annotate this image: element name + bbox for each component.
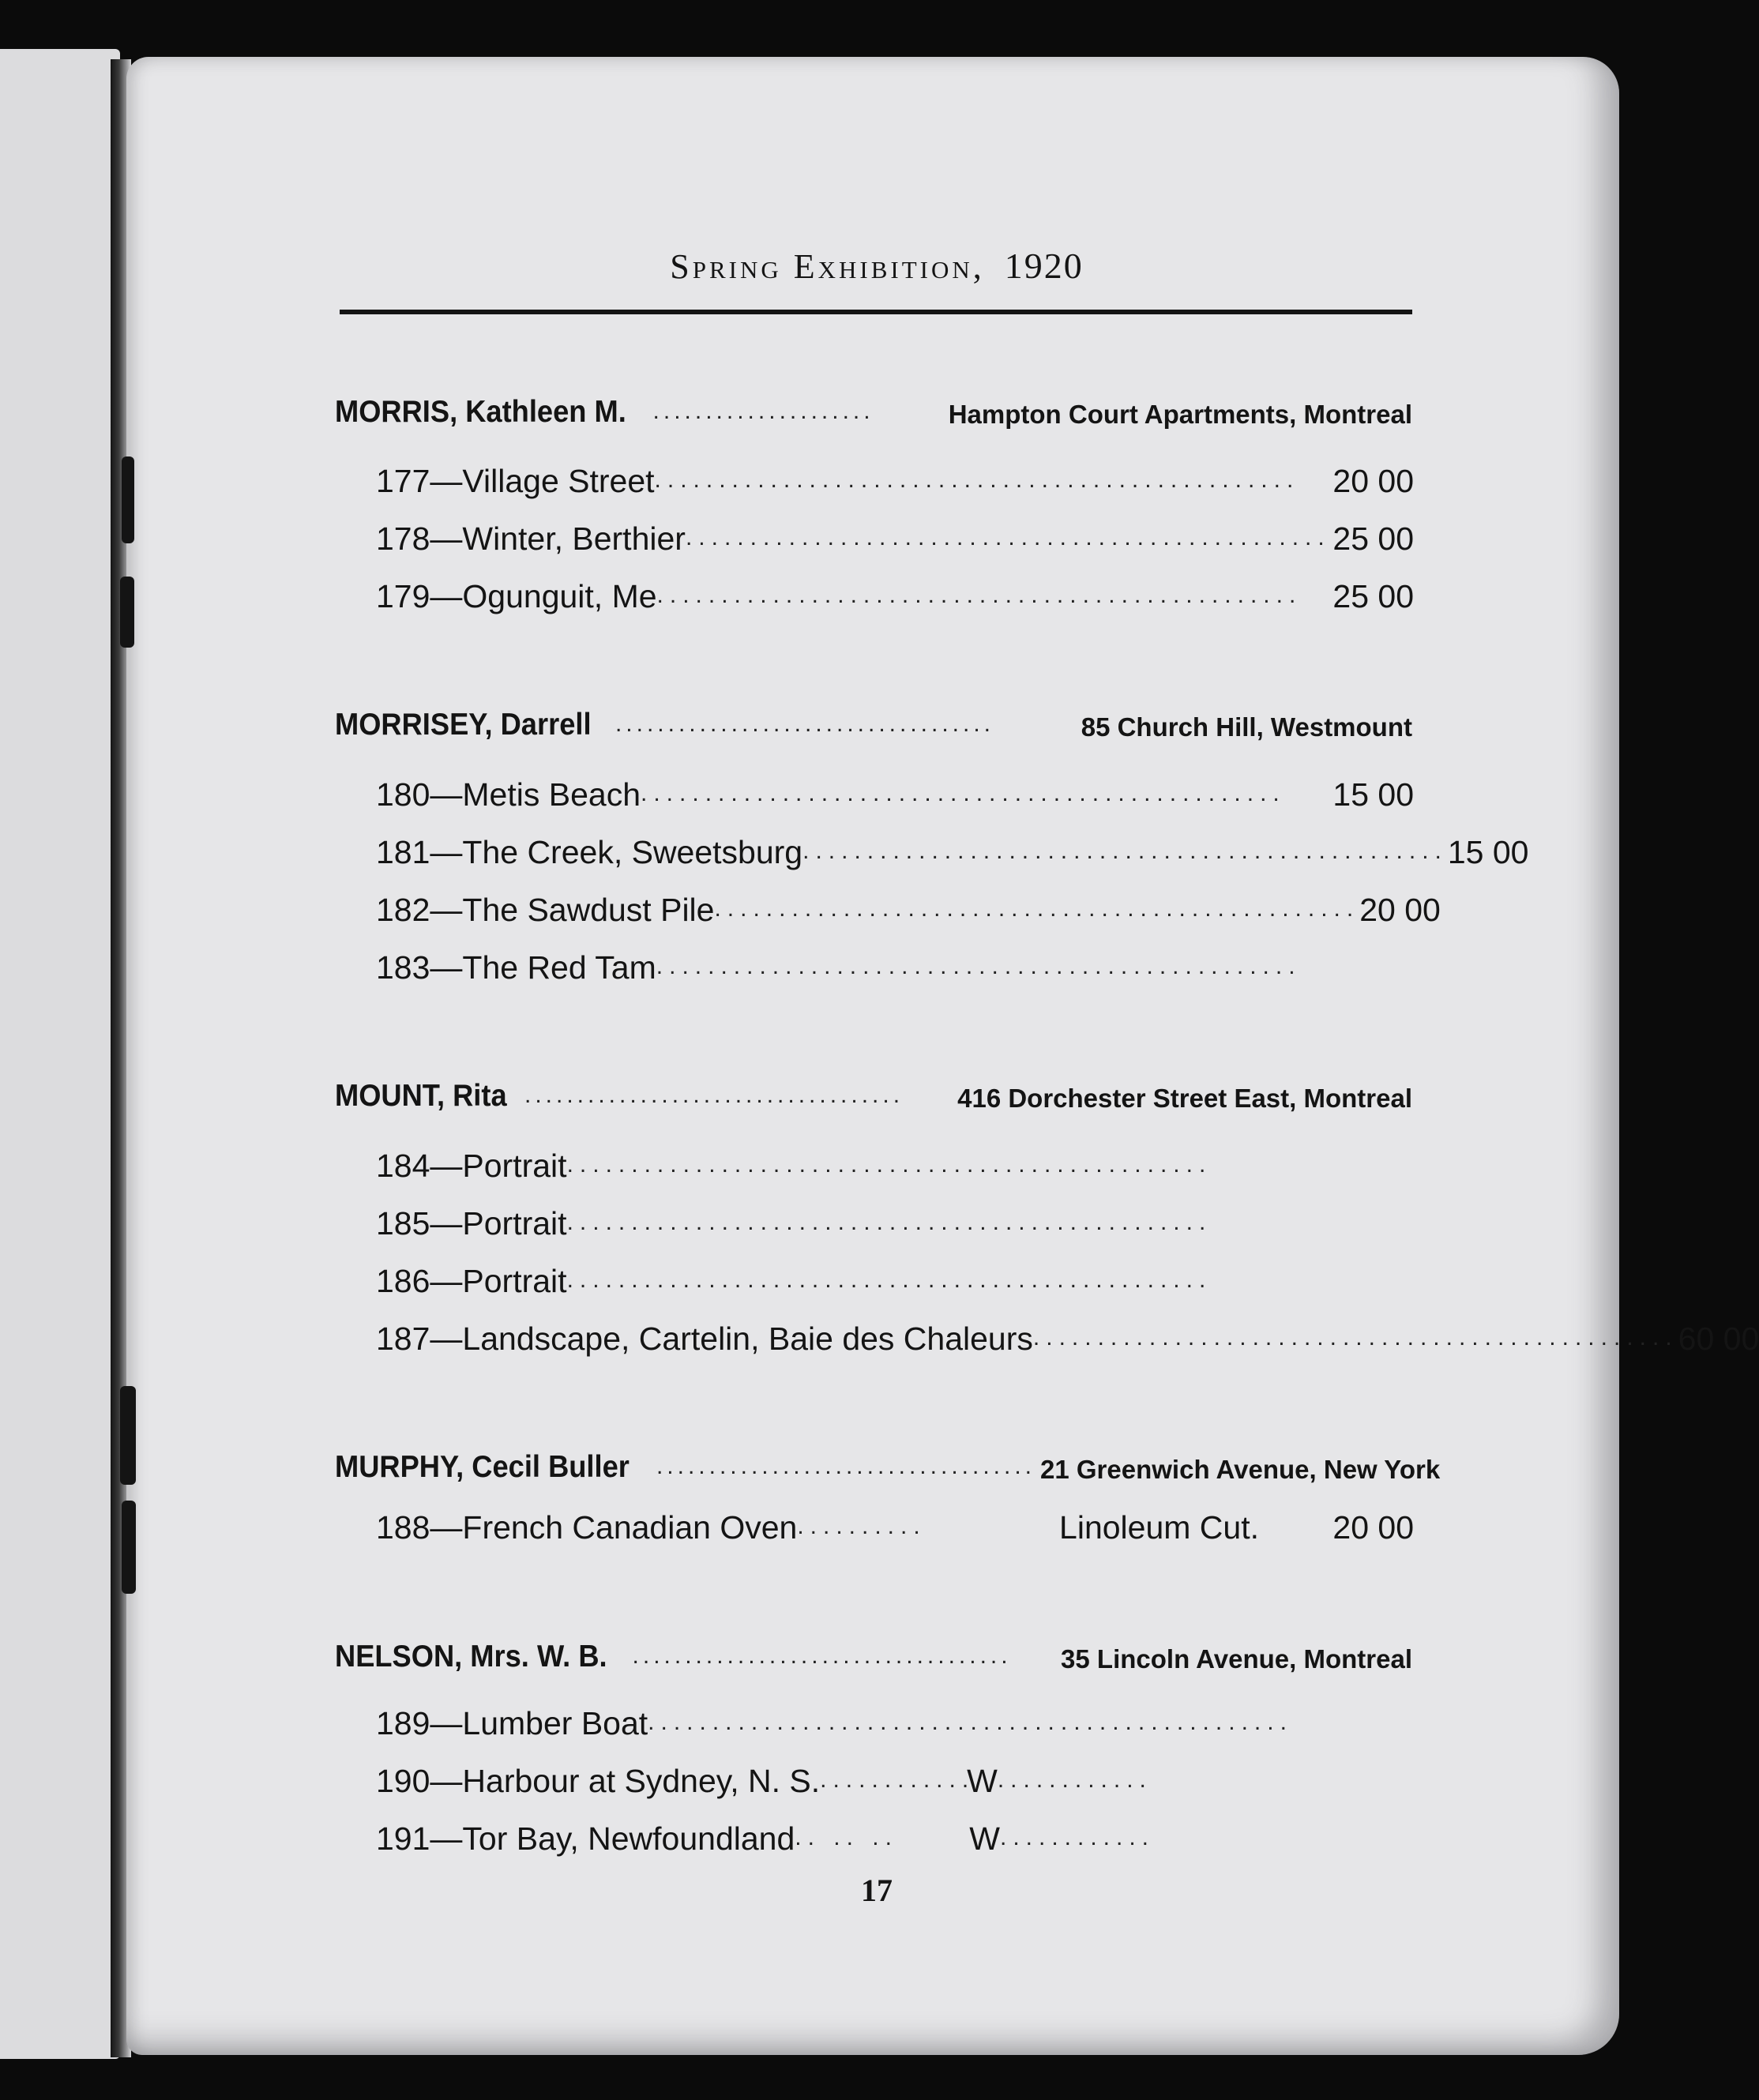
work-price: 20 00 [1359, 892, 1441, 928]
dot-leader: .................................... [524, 1082, 904, 1108]
work-title: 190—Harbour at Sydney, N. S. [376, 1763, 821, 1799]
work-entry [376, 1133, 1414, 1185]
work-entry [376, 1248, 1414, 1300]
dot-leader: .................................................. [802, 838, 1448, 864]
work-medium: W [967, 1763, 998, 1799]
work-medium: W [969, 1820, 1000, 1857]
work-title: 182—The Sawdust Pile [376, 892, 715, 928]
binding-mark [122, 1501, 136, 1594]
work-entry [376, 819, 1529, 871]
artist-heading [335, 382, 1412, 430]
work-title: 187—Landscape, Cartelin, Baie des Chaleurs [376, 1320, 1033, 1357]
page-header [340, 245, 1414, 287]
dot-leader: .................................................. [566, 1209, 1212, 1235]
artist-heading [335, 1437, 1441, 1485]
work-price: 60 00 [1678, 1320, 1759, 1357]
work-entry [376, 761, 1414, 813]
work-entry [376, 1494, 1414, 1546]
dot-leader: .................................................. [648, 1709, 1293, 1735]
work-title: 183—The Red Tam [376, 949, 656, 986]
dot-leader: .. .. .. [795, 1824, 898, 1850]
work-title: 179—Ogunguit, Me [376, 578, 657, 614]
work-entry [376, 1748, 1414, 1800]
dot-leader: .................................................. [566, 1151, 1212, 1178]
artist-address: 21 Greenwich Avenue, New York [1040, 1455, 1441, 1484]
artist-address: Hampton Court Apartments, Montreal [948, 400, 1412, 429]
work-title: 186—Portrait [376, 1263, 567, 1299]
work-entry [376, 877, 1441, 929]
dot-leader: .................................................. [656, 582, 1302, 608]
dot-leader: .................................................. [1032, 1324, 1678, 1351]
binding-mark [120, 1386, 136, 1485]
work-price: 20 00 [1332, 463, 1414, 499]
work-title: 191—Tor Bay, Newfoundland [376, 1820, 795, 1857]
work-entry [376, 563, 1414, 615]
work-price: 25 00 [1332, 520, 1414, 557]
work-title: 185—Portrait [376, 1205, 567, 1242]
work-title: 180—Metis Beach [376, 776, 641, 813]
artist-name: MOUNT, Rita [335, 1079, 507, 1113]
work-entry [376, 505, 1414, 558]
work-title: 188—French Canadian Oven [376, 1509, 798, 1546]
work-entry [376, 1305, 1759, 1358]
dot-leader: .................................................. [656, 953, 1302, 979]
work-entry [376, 1805, 1414, 1858]
artist-address: 85 Church Hill, Westmount [1081, 712, 1412, 742]
dot-leader: ............ [999, 1824, 1156, 1850]
dot-leader: ............ [997, 1767, 1152, 1793]
work-price: 20 00 [1332, 1509, 1414, 1546]
header-rule [340, 310, 1412, 314]
artist-name: MURPHY, Cecil Buller [335, 1450, 630, 1484]
work-entry [376, 934, 1414, 986]
work-title: 178—Winter, Berthier [376, 520, 686, 557]
artist-name: MORRIS, Kathleen M. [335, 395, 626, 429]
dot-leader: .................................... [656, 1453, 1035, 1479]
dot-leader: .................................................. [566, 1267, 1212, 1293]
artist-heading [335, 1066, 1412, 1114]
work-price: 15 00 [1447, 834, 1529, 870]
dot-leader: .................................................. [641, 780, 1286, 806]
artist-name: MORRISEY, Darrell [335, 708, 592, 742]
facing-page-edge [0, 49, 120, 2059]
work-medium: Linoleum Cut. [1059, 1509, 1259, 1546]
work-title: 189—Lumber Boat [376, 1705, 648, 1741]
dot-leader: .................................................. [714, 896, 1360, 922]
binding-mark [120, 577, 134, 648]
header-year: 1920 [1004, 246, 1084, 286]
binding-mark [122, 456, 134, 543]
artist-address: 35 Lincoln Avenue, Montreal [1061, 1644, 1412, 1674]
work-entry [376, 1690, 1414, 1742]
work-price: 15 00 [1332, 776, 1414, 813]
dot-leader: .................................... [632, 1643, 1012, 1669]
dot-leader: ..................... [652, 398, 874, 424]
page-number: 17 [861, 1873, 893, 1908]
dot-leader: .................................................. [654, 467, 1300, 493]
artist-address: 416 Dorchester Street East, Montreal [957, 1084, 1412, 1113]
dot-leader: .......... [797, 1513, 926, 1539]
work-title: 181—The Creek, Sweetsburg [376, 834, 803, 870]
work-entry [376, 448, 1414, 500]
work-price: 25 00 [1332, 578, 1414, 614]
dot-leader: .................................... [615, 711, 995, 737]
work-title: 177—Village Street [376, 463, 655, 499]
dot-leader: ............ [820, 1767, 975, 1793]
header-title: Spring Exhibition, [670, 247, 985, 286]
dot-leader: .................................................. [685, 524, 1331, 550]
work-entry [376, 1190, 1414, 1242]
artist-name: NELSON, Mrs. W. B. [335, 1640, 607, 1674]
artist-heading [335, 1627, 1412, 1674]
artist-heading [335, 695, 1412, 742]
work-title: 184—Portrait [376, 1148, 567, 1184]
